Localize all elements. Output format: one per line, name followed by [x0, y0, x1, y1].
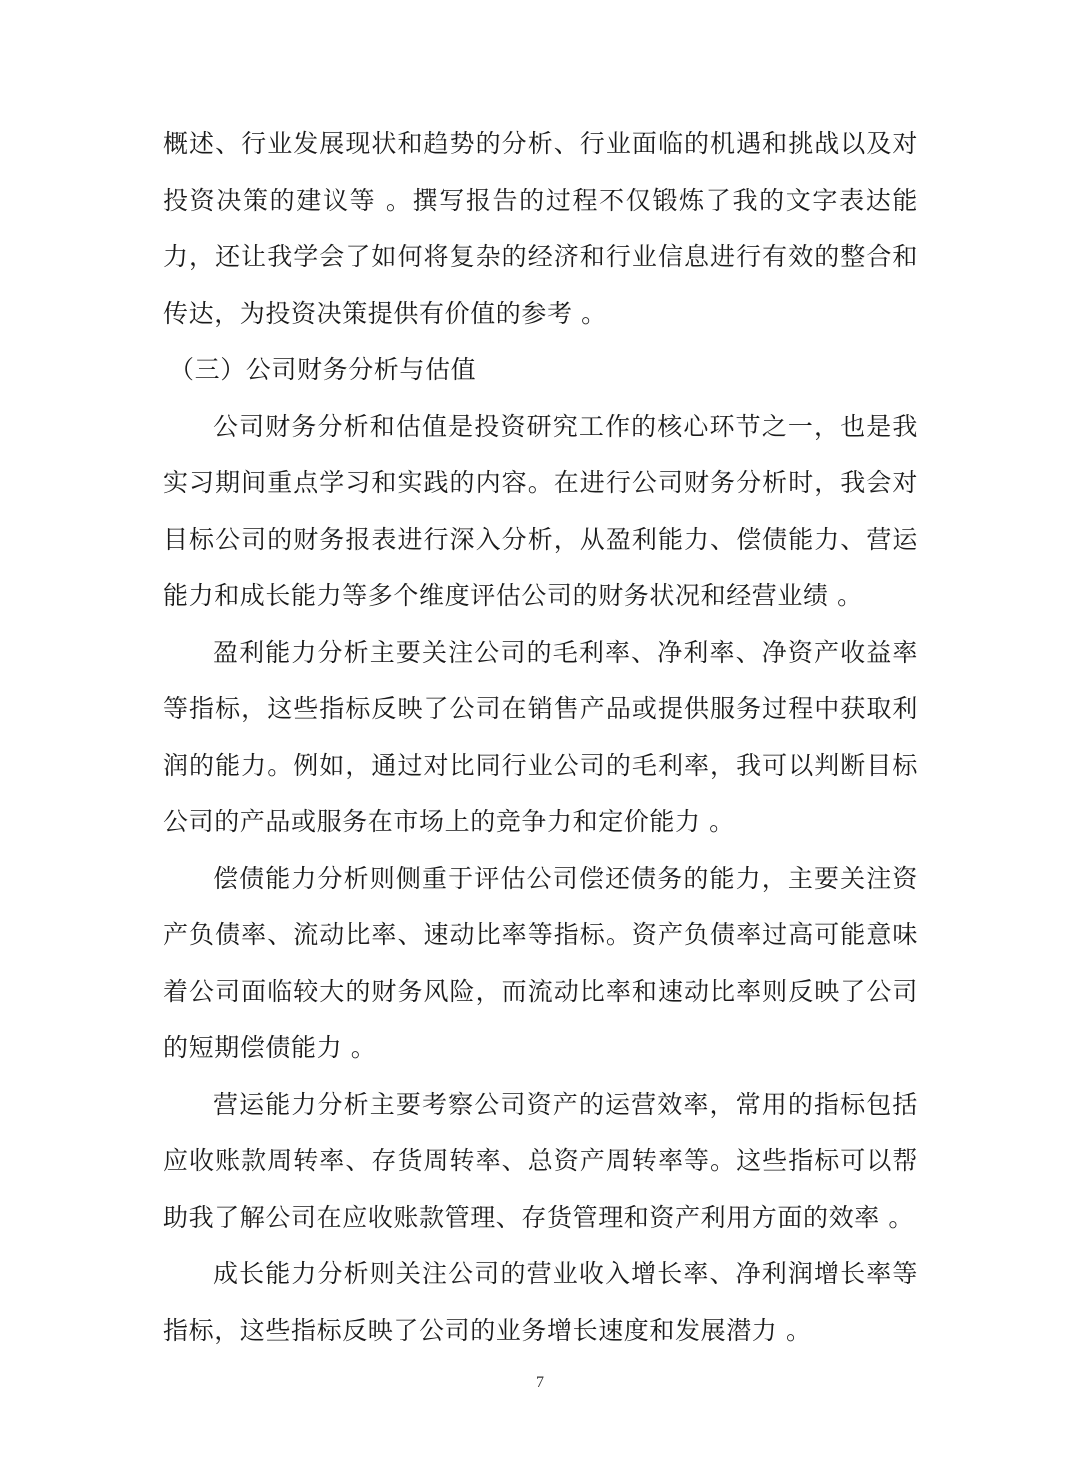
paragraph-growth-capacity: 成长能力分析则关注公司的营业收入增长率、净利润增长率等指标，这些指标反映了公司的业务增长速度和发展潜力 。 [163, 1259, 918, 1345]
paragraph-continuation: 概述、行业发展现状和趋势的分析、行业面临的机遇和挑战以及对投资决策的建议等 。撰写报告的过程不仅锻炼了我的文字表达能力，还让我学会了如何将复杂的经济和行业信息进行有效的整合和传达，为投资决策提供有价值的参考 。 [163, 129, 918, 328]
section-heading: （三）公司财务分析与估值 [169, 355, 477, 384]
paragraph-profitability: 盈利能力分析主要关注公司的毛利率、净利率、净资产收益率等指标，这些指标反映了公司在销售产品或提供服务过程中获取利润的能力。例如，通过对比同行业公司的毛利率，我可以判断目标公司的产品或服务在市场上的竞争力和定价能力 。 [163, 637, 918, 836]
paragraph-financial-analysis: 公司财务分析和估值是投资研究工作的核心环节之一，也是我实习期间重点学习和实践的内容。在进行公司财务分析时，我会对目标公司的财务报表进行深入分析，从盈利能力、偿债能力、营运能力和成长能力等多个维度评估公司的财务状况和经营业绩 。 [163, 411, 918, 610]
paragraph-operating-capacity: 营运能力分析主要考察公司资产的运营效率，常用的指标包括应收账款周转率、存货周转率、总资产周转率等。这些指标可以帮助我了解公司在应收账款管理、存货管理和资产利用方面的效率 。 [163, 1089, 918, 1232]
page-number: 7 [536, 1374, 544, 1391]
paragraph-solvency: 偿债能力分析则侧重于评估公司偿还债务的能力，主要关注资产负债率、流动比率、速动比率等指标。资产负债率过高可能意味着公司面临较大的财务风险，而流动比率和速动比率则反映了公司的短期偿债能力 。 [163, 863, 918, 1062]
document-body [163, 116, 918, 1359]
